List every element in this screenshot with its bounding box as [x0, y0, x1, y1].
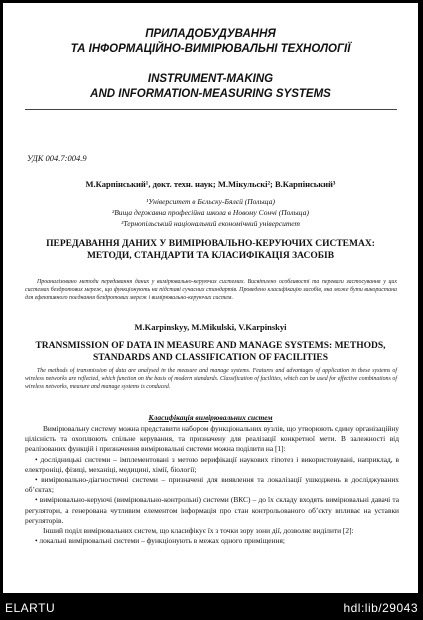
article-title-ua: ПЕРЕДАВАННЯ ДАНИХ У ВИМІРЮВАЛЬНО-КЕРУЮЧИХ СИСТЕМАХ: МЕТОДИ, СТАНДАРТИ ТА КЛАСИФІКАЦІЯ ЗАСОБІВ	[46, 239, 375, 261]
list-item: • вимірювально-керуючі (вимірювально-контрольні) системи (ВКС) – до їх складу входять вимірювальні давачі та регулятори, а генерована чутливим елементом інформація про стан контрольованого об’єкту впливає на уставки регуляторів.	[25, 495, 399, 525]
paragraph: Вимірювальну систему можна представити набором функціональних вузлів, що утворюють єдину організаційну цілісність та охоплюють спільне керування, та призначену для реалізації конкретної мети. В залежності від реалізованих функцій і призначення вимірювальні системи можна поділити на [1]:	[25, 424, 399, 454]
journal-section-title-en-2: AND INFORMATION-MEASURING SYSTEMS	[90, 88, 331, 100]
paragraph: Інший поділ вимірювальних систем, що класифікує їх з точки зору зони дії, дозволяє виділити [2]:	[43, 526, 354, 536]
header-divider	[25, 109, 397, 110]
journal-section-title-en-1: INSTRUMENT-MAKING	[147, 73, 274, 85]
article-title-en: TRANSMISSION OF DATA IN MEASURE AND MANAGE SYSTEMS: METHODS, STANDARDS AND CLASSIFICATION OF FACILITIES	[35, 341, 386, 363]
authors-ua: М.Карпінський¹, докт. техн. наук; М.Мікульскі²; В.Карпінський³	[85, 179, 336, 189]
udk-code: УДК 004.7:004.9	[27, 153, 87, 163]
affiliation-1: ¹Університет в Бєльску-Бялєй (Польща)	[146, 197, 275, 206]
section-heading: Класифікація вимірювальних систем	[148, 413, 273, 422]
abstract-ua: Проаналізовано методи передавання даних у вимірювально-керуючих системах. Висвітлено особливості та переваги застосування у цих системах бездротових мереж, що функціонують на підставі сучасних стандартів. Проведено класифікацію засобів, яка може бути використана для ефективного поєднання бездротових мереж і вимірювально-керуючих систем.	[25, 279, 397, 302]
list-item: • дослідницькі системи – імплементовані з метою верифікації наукових гіпотез і використовувані, наприклад, в електроніці, фізиці, механіці, медицині, хімії, біології;	[25, 454, 399, 474]
affiliation-2: ²Вища державна професійна школа в Новому Сончі (Польща)	[111, 208, 310, 217]
authors-en: M.Karpinskyy, M.Mikulski, V.Karpinskyi	[134, 322, 287, 332]
affiliation-3: ³Тернопільський національний економічний університет	[121, 219, 300, 228]
list-item: • локальні вимірювальні системи – функціонують в межах одного приміщення;	[35, 536, 285, 546]
abstract-en: The methods of transmission of data are analysed in the measure and manage systems. Features and advantages of application in these systems of wireless networks are reflected, which function on the basis of modern standards. Classification of facilities, which can be used for effective combinations of wireless networks, measure and manage systems is conduced.	[25, 368, 397, 391]
footer-repository-label: ELARTU	[5, 601, 56, 615]
journal-section-title-ua-1: ПРИЛАДОБУДУВАННЯ	[145, 28, 276, 40]
document-page	[3, 3, 418, 593]
list-item: • вимірювально-діагностичні системи – призначені для виявлення та локалізації ушкоджень в досліджуваних об’єктах;	[25, 475, 399, 495]
journal-section-title-ua-2: ТА ІНФОРМАЦІЙНО-ВИМІРЮВАЛЬНІ ТЕХНОЛОГІЇ	[70, 43, 351, 55]
body-text	[25, 424, 399, 546]
footer-handle-link[interactable]: hdl:lib/29043	[343, 601, 418, 615]
